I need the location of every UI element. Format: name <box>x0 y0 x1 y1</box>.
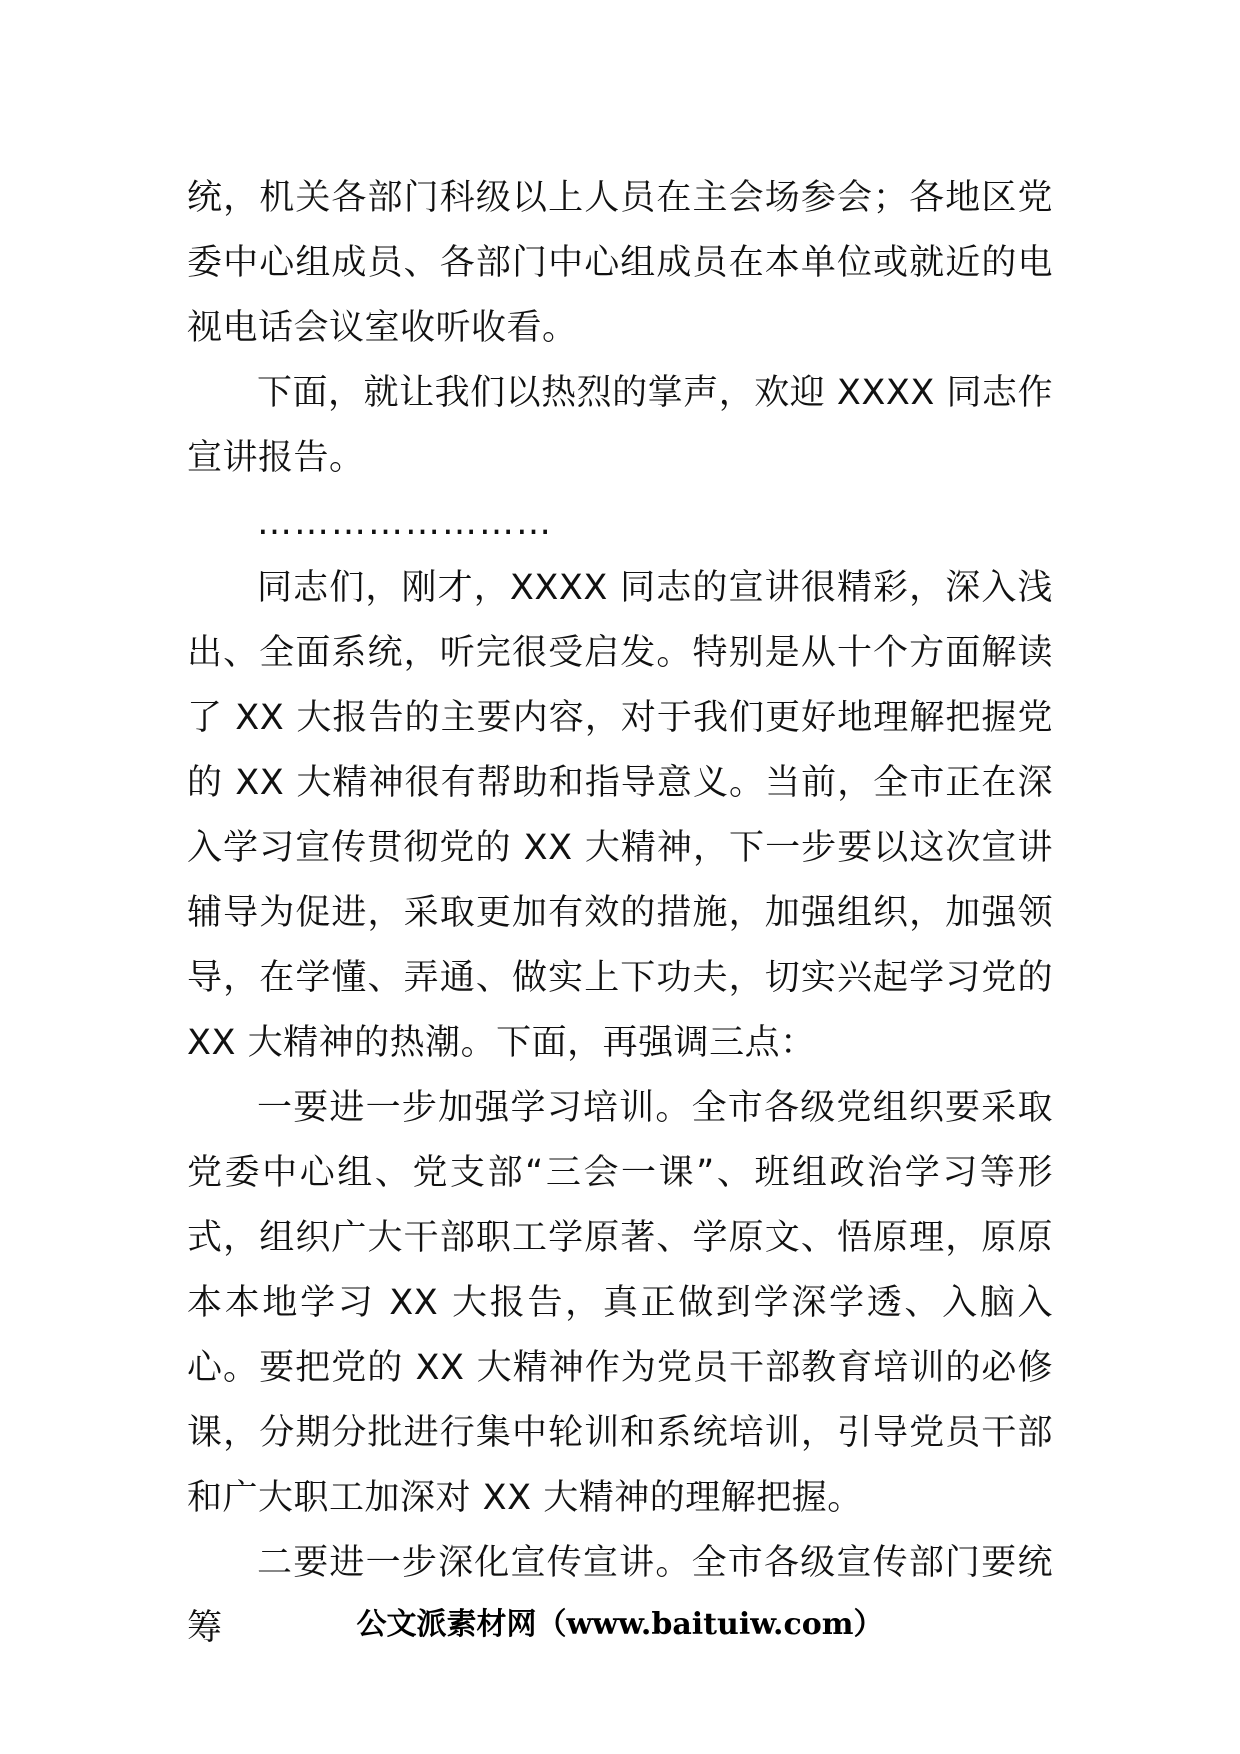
footer-watermark: 公文派素材网（www.baituiw.com） <box>356 1607 884 1642</box>
paragraph-1: 统，机关各部门科级以上人员在主会场参会；各地区党委中心组成员、各部门中心组成员在本单位或就近的电视电话会议室收听收看。 <box>187 178 1053 348</box>
paragraph-3: 同志们，刚才，XXXX 同志的宣讲很精彩，深入浅出、全面系统，听完很受启发。特别是从十个方面解读了 XX 大报告的主要内容，对于我们更好地理解把握党的 XX 大精神很有帮助和指导意义。当前，全市正在深入学习宣传贯彻党的 XX 大精神，下一步要以这次宣讲辅导为促进，采取更加有效的措施，加强组织，加强领导，在学懂、弄通、做实上下功夫，切实兴起学习党的 XX 大精神的热潮。下面，再强调三点： <box>187 568 1053 1063</box>
ellipsis-separator: …………………… <box>257 503 553 543</box>
document-body <box>187 166 1053 1661</box>
paragraph-5: 二要进一步深化宣传宣讲。全市各级宣传部门要统筹 <box>187 1543 1053 1648</box>
paragraph-4: 一要进一步加强学习培训。全市各级党组织要采取党委中心组、党支部“三会一课”、班组政治学习等形式，组织广大干部职工学原著、学原文、悟原理，原原本本地学习 XX 大报告，真正做到学深学透、入脑入心。要把党的 XX 大精神作为党员干部教育培训的必修课，分期分批进行集中轮训和系统培训，引导党员干部和广大职工加深对 XX 大精神的理解把握。 <box>187 1088 1053 1518</box>
paragraph-2: 下面，就让我们以热烈的掌声，欢迎 XXXX 同志作宣讲报告。 <box>187 373 1053 478</box>
